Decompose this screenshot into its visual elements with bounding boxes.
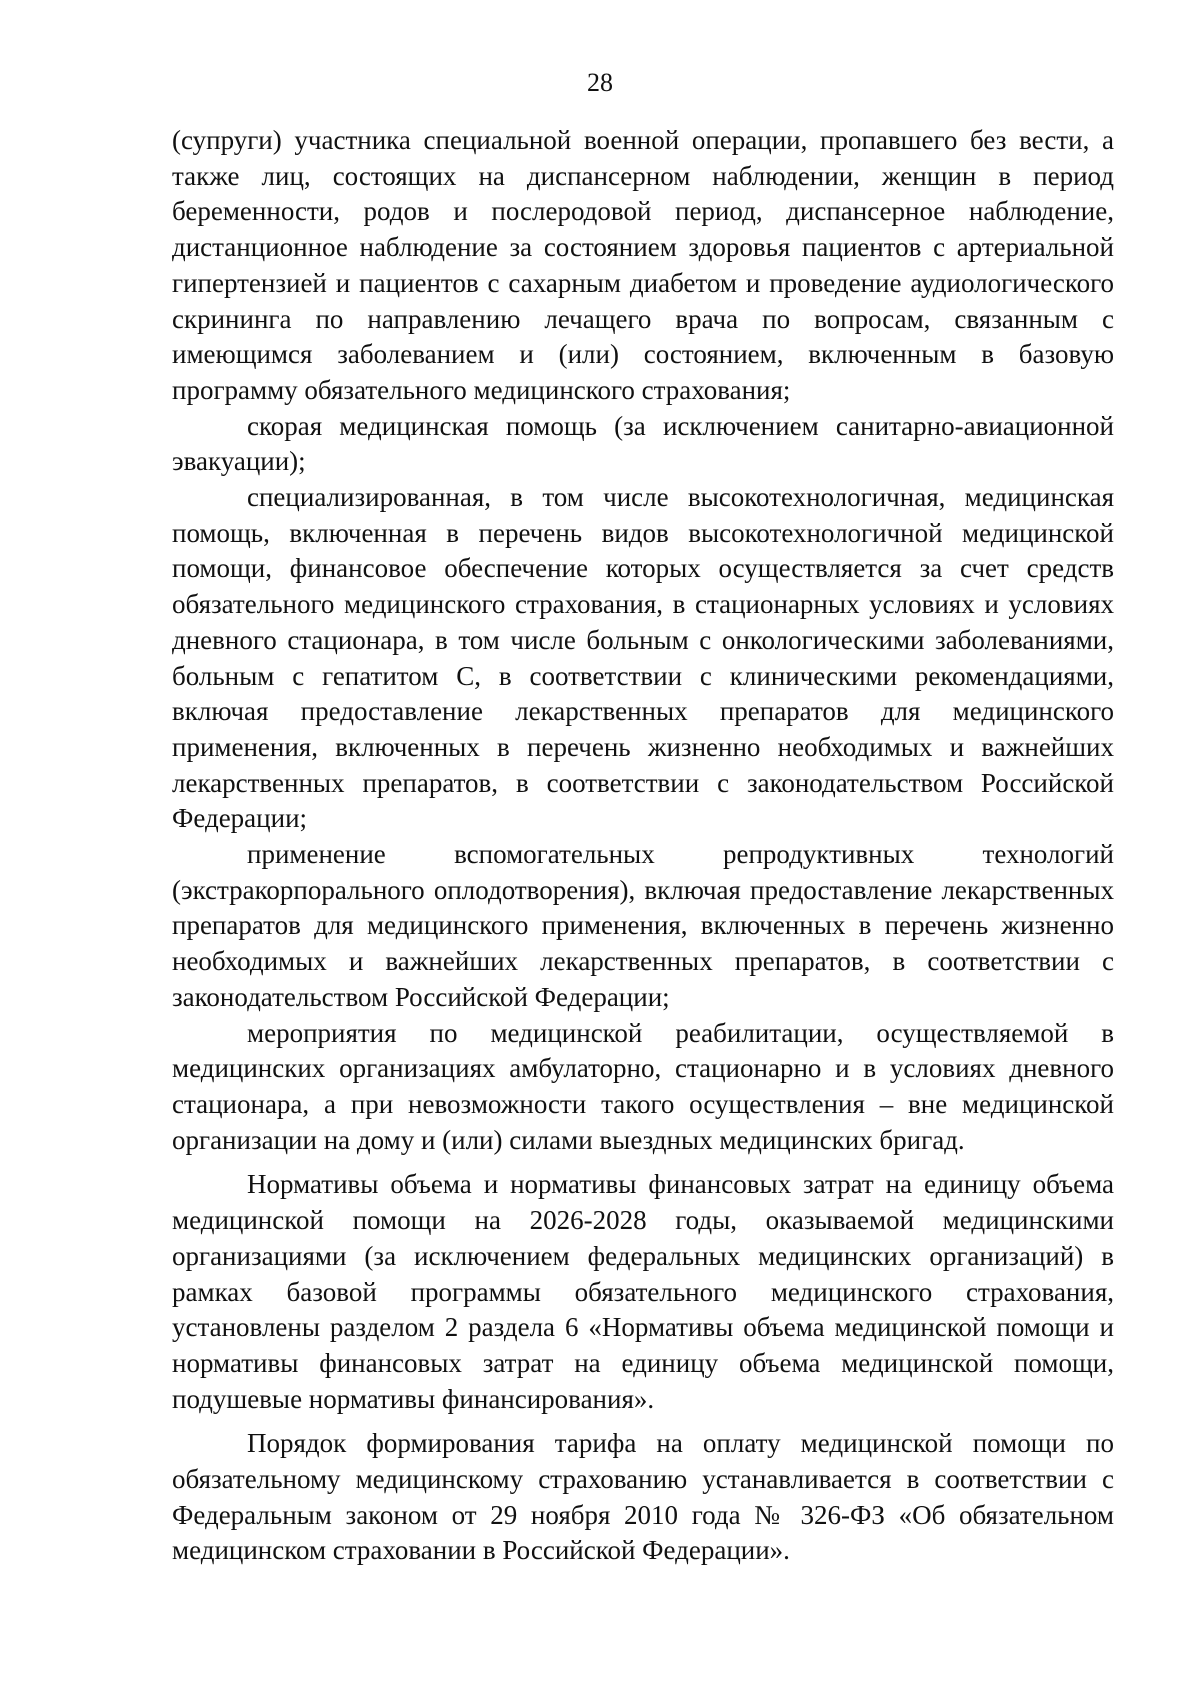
paragraph-continuation: (супруги) участника специальной военной операции, пропавшего без вести, а также лиц, состоящих на диспансерном наблюдении, женщин в период беременности, родов и послеродовой период, диспансерное наблюдение, дистанционное наблюдение за состоянием здоровья пациентов с артериальной гипертензией и пациентов с сахарным диабетом и проведение аудиологического скрининга по направлению лечащего врача по вопросам, связанным с имеющимся заболеванием и (или) состоянием, включенным в базовую программу обязательного медицинского страхования; [172,125,1114,405]
paragraph-volume-standards: Нормативы объема и нормативы финансовых затрат на единицу объема медицинской помощи на 2026-2028 годы, оказываемой медицинскими организациями (за исключением федеральных медицинских организаций) в рамках базовой программы обязательного медицинского страхования, установлены разделом 2 раздела 6 «Нормативы объема медицинской помощи и нормативы финансовых затрат на единицу объема медицинской помощи, подушевые нормативы финансирования». [172,1169,1114,1414]
paragraph-reproductive-technologies: применение вспомогательных репродуктивных технологий (экстракорпорального оплодотворения), включая предоставление лекарственных препаратов для медицинского применения, включенных в перечень жизненно необходимых и важнейших лекарственных препаратов, в соответствии с законодательством Российской Федерации; [172,839,1114,1012]
paragraph-tariff-procedure: Порядок формирования тарифа на оплату медицинской помощи по обязательному медицинскому страхованию устанавливается в соответствии с Федеральным законом от 29 ноября 2010 года № 326-ФЗ «Об обязательном медицинском страховании в Российской Федерации». [172,1428,1114,1566]
document-body [172,123,1114,1569]
page-number: 28 [587,68,613,97]
paragraph-rehabilitation: мероприятия по медицинской реабилитации, осуществляемой в медицинских организациях амбулаторно, стационарно и в условиях дневного стационара, а при невозможности такого осуществления – вне медицинской организации на дому и (или) силами выездных медицинских бригад. [172,1017,1114,1155]
paragraph-specialized-care: специализированная, в том числе высокотехнологичная, медицинская помощь, включенная в перечень видов высокотехнологичной медицинской помощи, финансовое обеспечение которых осуществляется за счет средств обязательного медицинского страхования, в стационарных условиях и условиях дневного стационара, в том числе больным с онкологическими заболеваниями, больным с гепатитом С, в соответствии с клиническими рекомендациями, включая предоставление лекарственных препаратов для медицинского применения, включенных в перечень жизненно необходимых и важнейших лекарственных препаратов, в соответствии с законодательством Российской Федерации; [172,482,1114,834]
paragraph-emergency-care: скорая медицинская помощь (за исключением санитарно-авиационной эвакуации); [172,410,1114,477]
